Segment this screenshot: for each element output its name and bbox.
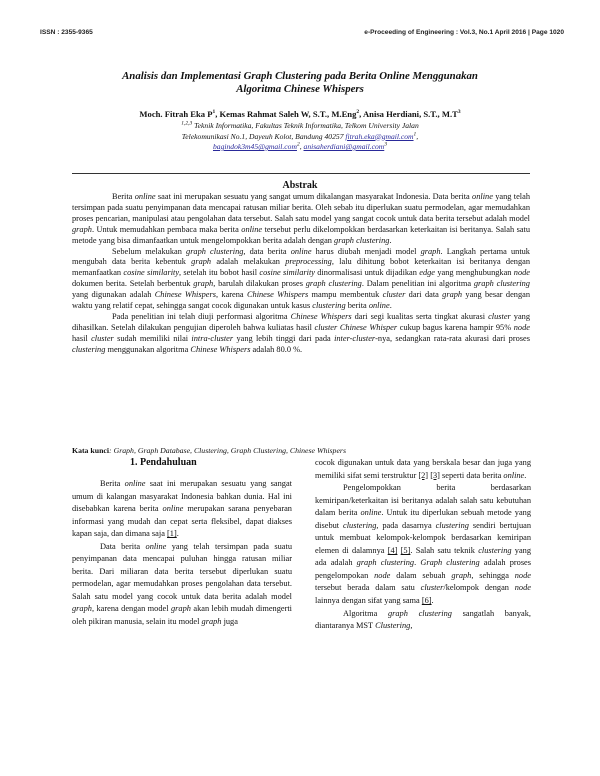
intro-paragraph-2: Data berita online yang telah tersimpan pada suatu penyimpanan data mencapai puluhan hingga ratusan miliar berita. Dari miliaran data berita tersebut diperlukan suatu permodelan, agar memudahkan proses pengolahan data tersebut. Salah satu model yang cocok untuk data berita adalah model graph, karena dengan model graph akan lebih mudah dimengerti oleh pikiran manusia, selain itu model graph juga [72, 541, 292, 627]
author-1: Moch. Fitrah Eka P [139, 109, 213, 119]
italic-term: graph [193, 279, 214, 289]
author-list [40, 109, 560, 119]
italic-term: online [241, 224, 263, 234]
italic-term: edge [419, 268, 436, 278]
italic-term: Chinese Whispers [290, 311, 352, 321]
italic-term: Chinese Whispers [154, 290, 216, 300]
abstract-title: Abstrak [282, 180, 318, 191]
italic-term: inter-cluster [334, 333, 376, 343]
italic-term: cluster [488, 311, 511, 321]
italic-term: node [514, 583, 531, 593]
citation-link[interactable]: [1] [167, 529, 177, 539]
citation-link[interactable]: [6] [421, 596, 432, 606]
author-3: , Anisa Herdiani, S.T., M.T [359, 109, 458, 119]
author-3-sup: 3 [457, 109, 461, 116]
email-1-sup: 1 [413, 130, 417, 137]
author-1-sup: 1 [212, 109, 216, 116]
header-divider [72, 173, 530, 174]
italic-term: graph clustering [387, 608, 452, 618]
italic-term: clustering [312, 301, 346, 311]
italic-term: graph clustering [356, 558, 415, 568]
abstract-paragraph-1: Berita online saat ini merupakan sesuatu yang sangat umum dikalangan masyarakat Indonesia. Data berita online yang telah tersimpan pada suatu penyimpanan data mencapai ratusan miliar berita. Oleh sebab itu diperlukan suatu permodelan, agar memudahkan proses pencarian, manipulasi atau pengolahan data tersebut. Salah satu model yang sangat cocok untuk data berita tersebut adalah model graph. Untuk memudahkan pembaca maka berita online tersebut perlu dikelompokkan berdasarkan keterkaitan isi beritanya. Salah satu metode yang bisa dimanfaatkan untuk mengelompokkan berita adalah dengan graph clustering. [72, 192, 531, 245]
italic-term: node [513, 268, 531, 278]
affiliation: $^{1,2,3}$ Teknik Informatika, Fakultas Teknik Informatika, Telkom University Jalan Telekomunikasi No.1, Dayeuh Kolot, Bandung 40257 fitrah.eka@gmail.com$^1$, bagindok3m45@gmail.com$^2$, anisaherdiani@gmail.com$^3$ [181, 120, 419, 151]
intro-paragraph-1: Berita online saat ini merupakan sesuatu yang sangat umum di kalangan masyarakat Indonesia bahkan dunia. Hal ini disebabkan karena berita online merupakan sarana penyebaran informasi yang mudah dan cepat serta fleksibel, dapat diakses kapan saja, dan dimana saja [1]. [72, 479, 292, 539]
author-2: , Kemas Rahmat Saleh W, S.T., M.Eng [215, 109, 357, 119]
italic-term: graph [72, 224, 92, 234]
italic-term: Clustering [375, 621, 411, 631]
email-link-1[interactable]: fitrah.eka@gmail.com [345, 131, 414, 141]
title-line-1: Analisis dan Implementasi Graph Clustering pada Berita Online Menggunakan [122, 70, 478, 82]
italic-term: Graph clustering [420, 558, 480, 568]
intro-paragraph-4: Algoritma graph clustering sangatlah banyak, diantaranya MST Clustering, [315, 608, 531, 631]
right-column [315, 457, 531, 633]
italic-term: online [124, 479, 146, 488]
italic-term: graph clustering [334, 235, 390, 245]
italic-term: graph [451, 570, 472, 580]
italic-term: online [368, 301, 390, 311]
abstract-paragraph-2: Sebelum melakukan graph clustering, data berita online harus diubah menjadi model graph. Langkah pertama untuk mengubah data berita kebentuk graph adalah melakukan preprocessing, lalu dihitung bobot keterkaitan isi beritanya dengan memanfaatkan cosine similarity, setelah itu bobot hasil cosine similarity dinormalisasi untuk dijadikan edge yang menghubungkan node dokumen berita. Setelah berbentuk graph, barulah dilakukan proses graph clustering. Dalam penelitian ini algoritma graph clustering yang digunakan adalah Chinese Whispers, karena Chinese Whispers mampu membentuk cluster dari data graph yang besar dengan waktu yang relatif cepat, sehingga sangat cocok digunakan untuk kasus clustering berita online. [72, 246, 531, 311]
italic-term: cosine similarity [123, 268, 180, 278]
abstract-paragraph-3: Pada penelitian ini telah diuji performasi algoritma Chinese Whispers dari segi kualitas serta tingkat akurasi cluster yang dihasilkan. Setelah dilakukan pengujian diperoleh bahwa kuliatas hasil cluster Chinese Whisper cukup bagus karena hampir 95% node hasil cluster sudah memiliki nilai intra-cluster yang lebih tinggi dari pada inter-cluster-nya, sedangkan rata-rata akurasi dari proses clustering menggunakan algoritma Chinese Whispers adalah 80.0 %. [72, 311, 531, 354]
italic-term: cosine similarity [259, 268, 315, 278]
keywords [72, 446, 542, 455]
citation-link[interactable]: [2] [418, 470, 429, 480]
italic-term: online [503, 470, 525, 480]
italic-term: clustering [343, 520, 377, 530]
italic-term: preprocessing [285, 257, 332, 267]
email-2-sup: 2 [296, 141, 300, 148]
email-3-sup: 3 [384, 141, 388, 148]
italic-term: online [145, 541, 167, 551]
italic-term: clustering [72, 344, 106, 354]
abstract-body [72, 192, 530, 356]
journal-header: e-Proceeding of Engineering : Vol.3, No.1 April 2016 | Page 1020 [364, 29, 564, 36]
italic-term: online [360, 508, 382, 518]
author-2-sup: 2 [356, 109, 360, 116]
italic-term: online [472, 192, 493, 201]
affiliation-sup: 1,2,3 [181, 120, 193, 127]
italic-term: graph [191, 257, 212, 267]
paper-title [60, 70, 540, 96]
italic-term: graph [201, 617, 222, 627]
italic-term: graph clustering [305, 279, 362, 289]
italic-term: clustering [478, 545, 512, 555]
email-link-3[interactable]: anisaherdiani@gmail.com [303, 142, 385, 151]
intro-paragraph-3: Pengelompokkan berita berdasarkan kemiripan/keterkaitan isi beritanya adalah salah satu kebutuhan dalam berita online. Untuk itu diperlukan sebuah metode yang disebut clustering, pada dasarnya clustering sendiri bertujuan untuk membuat kelompok-kelompok berdasarkan kemiripan elemen di dalamnya [4] [5]. Salah satu teknik clustering yang ada adalah graph clustering. Graph clustering adalah proses pengelompokan node dalam sebuah graph, sehingga node tersebut berada dalam satu cluster/kelompok dengan node lainnya dengan sifat yang sama [6]. [315, 483, 532, 606]
italic-term: online [290, 246, 312, 256]
italic-term: cluster [91, 333, 114, 343]
citation-link[interactable]: [4] [387, 545, 398, 555]
citation-link[interactable]: [3] [430, 470, 440, 480]
affiliation-line-2: Telekomunikasi No.1, Dayeuh Kolot, Bandung 40257 [181, 131, 346, 141]
citation-link[interactable]: [5] [400, 545, 411, 555]
italic-term: cluster [420, 583, 444, 593]
italic-term: graph [72, 604, 92, 614]
italic-term: Chinese Whispers [246, 290, 309, 300]
keywords-text: : Graph, Graph Database, Clustering, Graph Clustering, Chinese Whispers [109, 446, 346, 455]
italic-term: intra-cluster [191, 333, 234, 343]
italic-term: clustering [435, 520, 469, 530]
italic-term: node [514, 570, 531, 580]
italic-term: cluster Chinese Whisper [314, 322, 398, 332]
intro-paragraph-continued: cocok digunakan untuk data yang berskala besar dan juga yang memiliki sifat semi terstruktur [2] [3] seperti data berita online. [315, 458, 531, 480]
affiliation-line-1: Teknik Informatika, Fakultas Teknik Informatika, Telkom University Jalan [192, 121, 419, 130]
italic-term: node [513, 322, 530, 332]
section-heading-introduction: 1. Pendahuluan [130, 457, 197, 468]
italic-term: cluster [382, 290, 406, 300]
keywords-label: Kata kunci [72, 446, 110, 455]
italic-term: online [162, 504, 184, 514]
title-line-2: Algoritma Chinese Whispers [236, 83, 364, 95]
italic-term: Chinese Whispers [190, 344, 251, 354]
italic-term: online [134, 192, 156, 201]
email-link-2[interactable]: bagindok3m45@gmail.com [212, 142, 297, 151]
italic-term: graph clustering [473, 279, 530, 289]
italic-term: graph [170, 604, 191, 614]
italic-term: graph [420, 246, 441, 256]
italic-term: node [374, 570, 391, 580]
italic-term: graph clustering [186, 246, 244, 256]
issn-header: ISSN : 2355-9365 [40, 29, 93, 36]
left-column [72, 478, 292, 629]
italic-term: graph [442, 290, 463, 300]
